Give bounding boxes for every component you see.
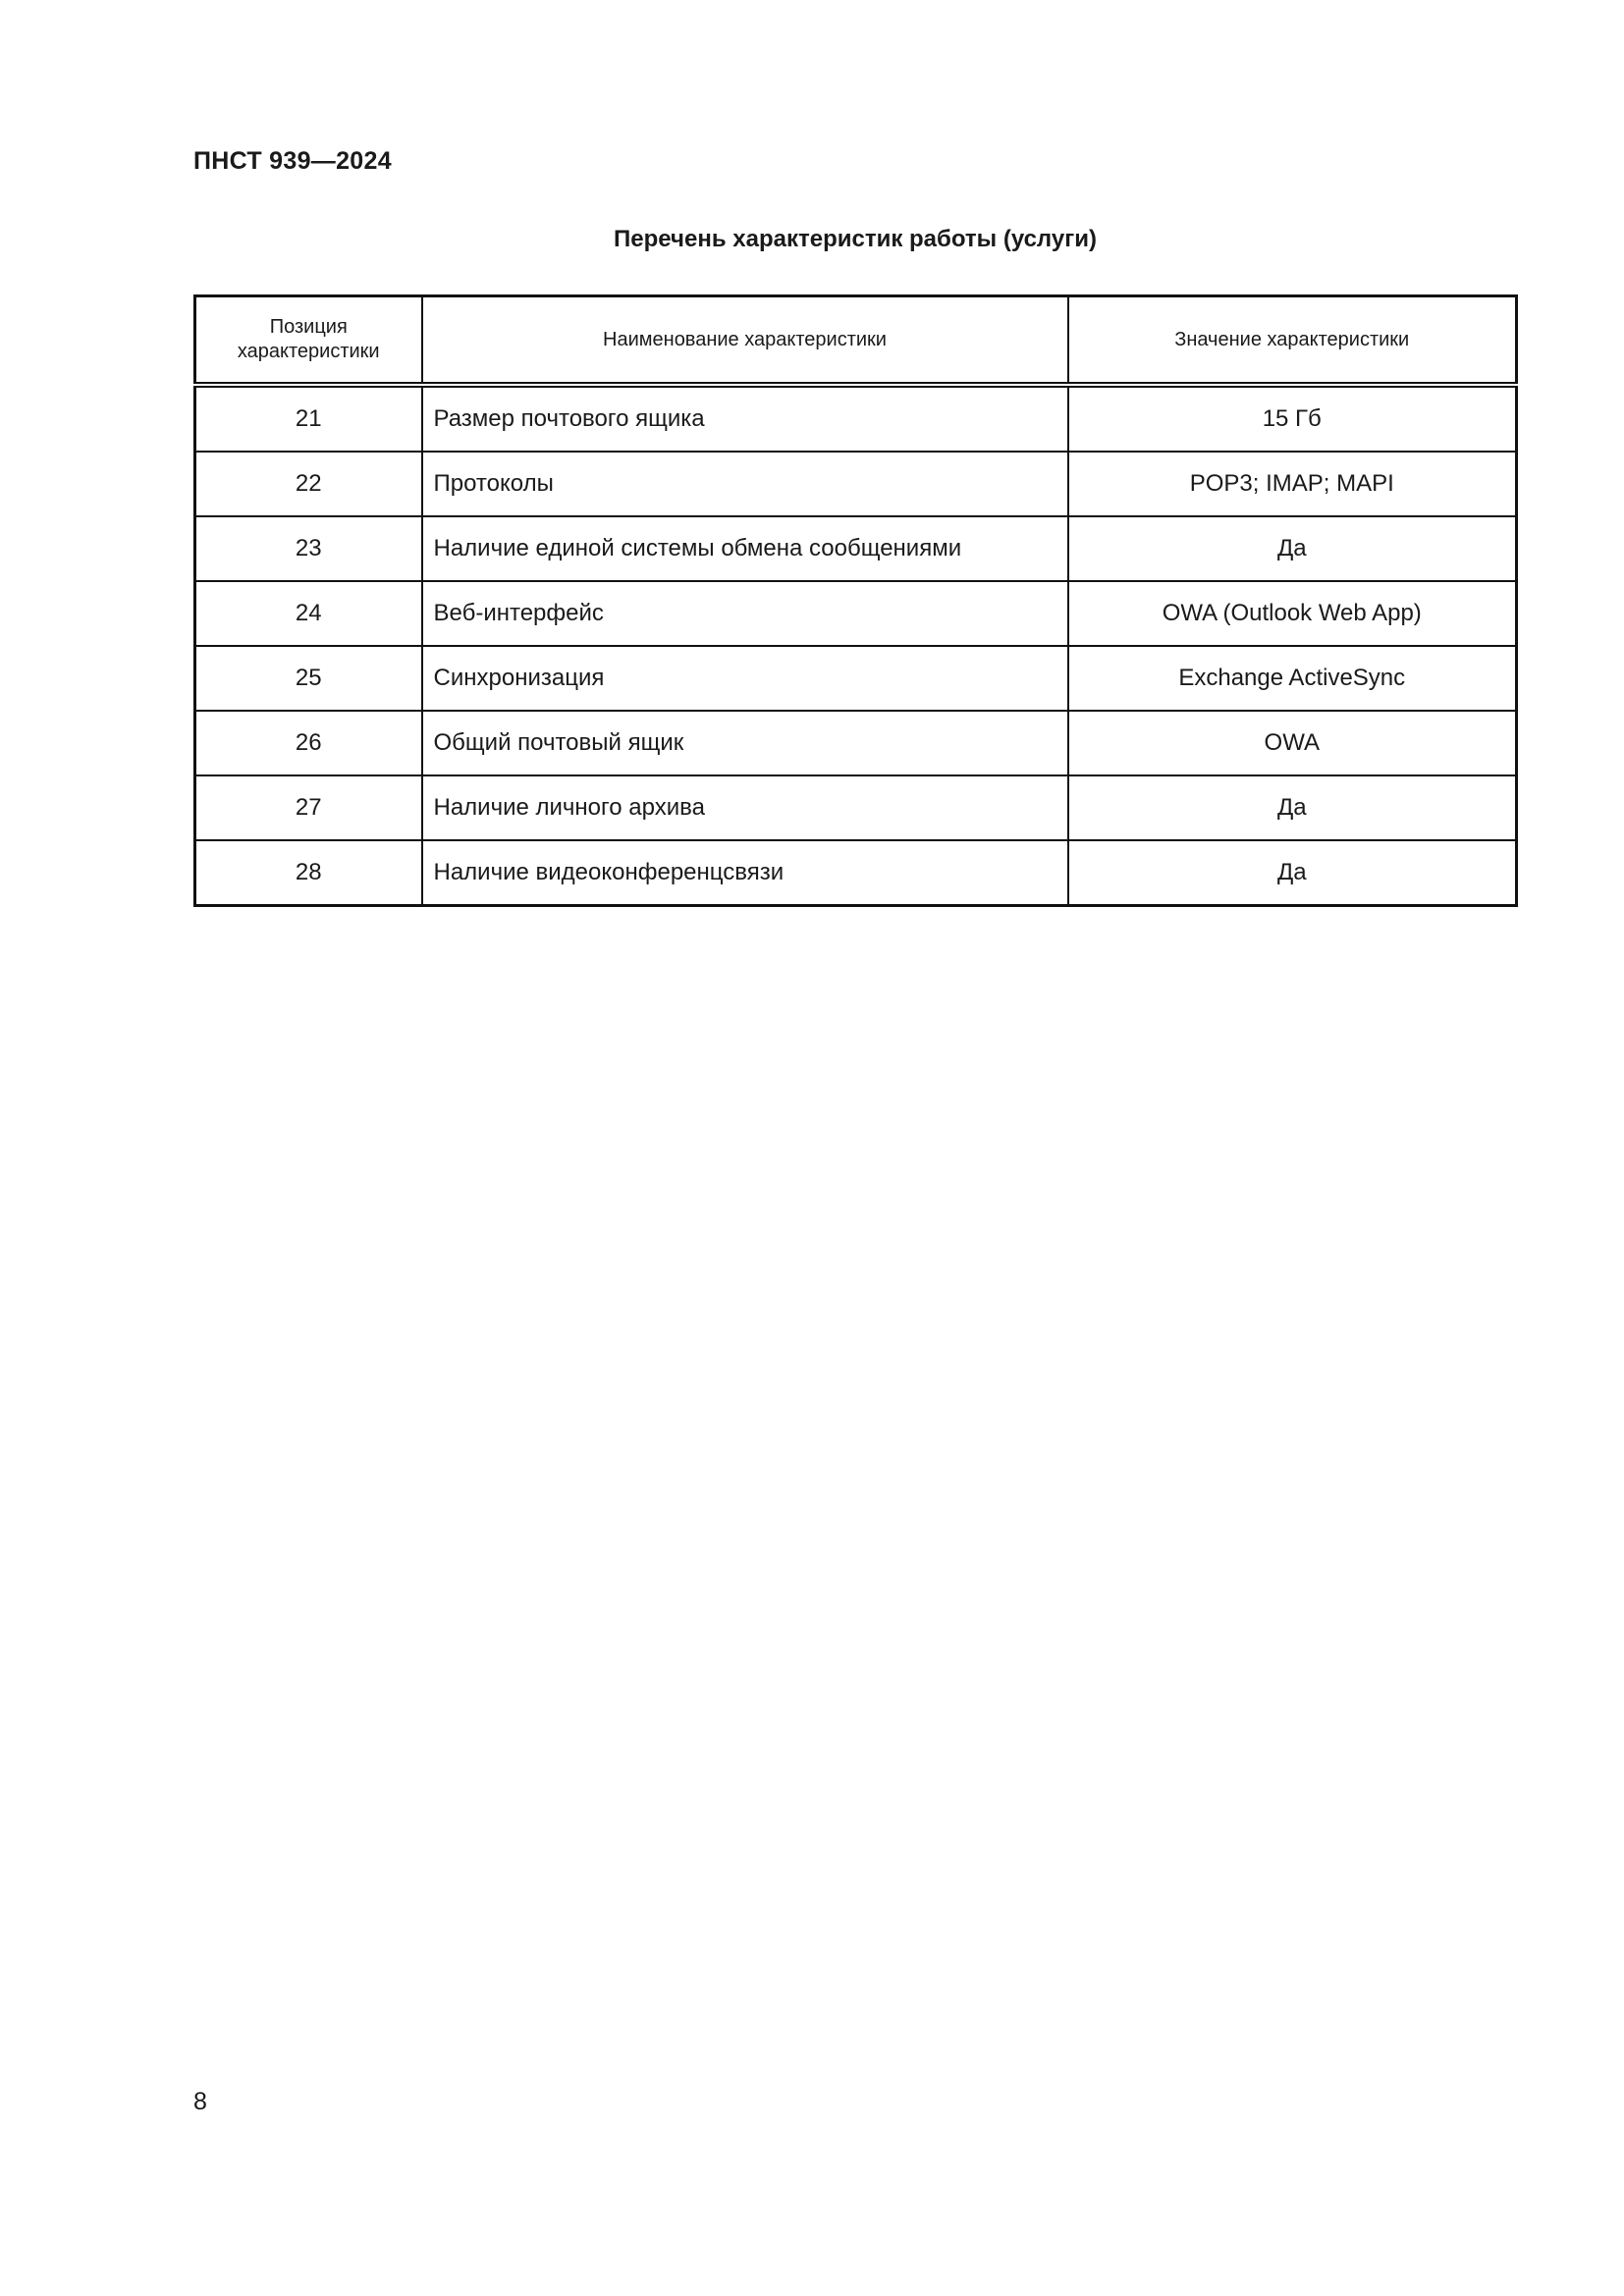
row-name: Общий почтовый ящик — [422, 711, 1068, 775]
column-header-position: Позиция характеристики — [195, 296, 422, 386]
row-value: Да — [1068, 516, 1517, 581]
row-name: Размер почтового ящика — [422, 385, 1068, 452]
table-row — [195, 775, 1517, 840]
row-name: Наличие личного архива — [422, 775, 1068, 840]
row-value: OWA (Outlook Web App) — [1068, 581, 1517, 646]
table-row — [195, 452, 1517, 516]
table-title: Перечень характеристик работы (услуги) — [614, 226, 1097, 252]
row-position: 22 — [195, 452, 422, 516]
row-position: 23 — [195, 516, 422, 581]
row-name: Наличие видеоконференцсвязи — [422, 840, 1068, 906]
row-position: 26 — [195, 711, 422, 775]
table-row — [195, 840, 1517, 906]
row-position: 24 — [195, 581, 422, 646]
page-number: 8 — [193, 2088, 207, 2115]
row-position: 21 — [195, 385, 422, 452]
table-row — [195, 516, 1517, 581]
table-row — [195, 711, 1517, 775]
table-row — [195, 581, 1517, 646]
row-name: Синхронизация — [422, 646, 1068, 711]
table-row — [195, 385, 1517, 452]
row-name: Веб-интерфейс — [422, 581, 1068, 646]
column-header-name: Наименование характеристики — [422, 296, 1068, 386]
document-code: ПНСТ 939—2024 — [193, 147, 392, 175]
row-value: OWA — [1068, 711, 1517, 775]
row-value: POP3; IMAP; MAPI — [1068, 452, 1517, 516]
column-header-value: Значение характеристики — [1068, 296, 1517, 386]
row-name: Протоколы — [422, 452, 1068, 516]
row-value: Да — [1068, 775, 1517, 840]
characteristics-table — [193, 294, 1518, 907]
row-position: 28 — [195, 840, 422, 906]
row-value: Exchange ActiveSync — [1068, 646, 1517, 711]
row-value: Да — [1068, 840, 1517, 906]
row-name: Наличие единой системы обмена сообщениями — [422, 516, 1068, 581]
row-value: 15 Гб — [1068, 385, 1517, 452]
table-header-row — [195, 296, 1517, 386]
row-position: 25 — [195, 646, 422, 711]
row-position: 27 — [195, 775, 422, 840]
table-row — [195, 646, 1517, 711]
